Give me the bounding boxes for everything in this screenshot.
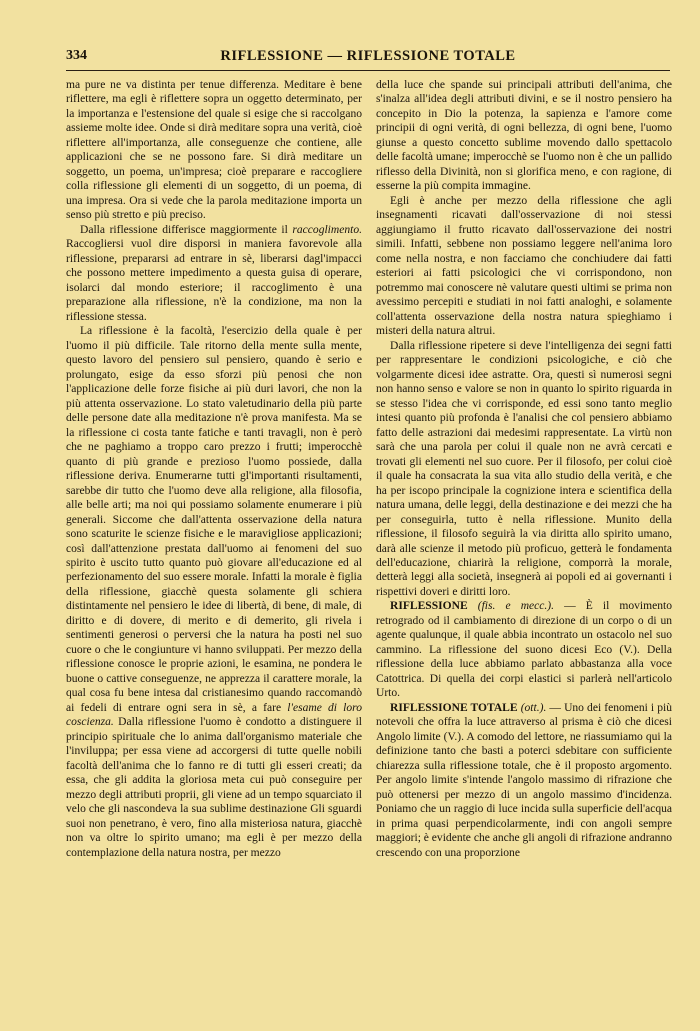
italic-term: l'esame di loro coscienza. (66, 701, 363, 729)
paragraph-text: Raccogliersi vuol dire disporsi in maniera favorevole alla riflessione, prepararsi ad entrare in sè, liberarsi dagl'impacci che possono mettere impedimento a questa guisa di operare, isolarci dal mondo esteriore; il raccoglimento è una preparazione alla riflessione, n'è la condizione, ma non la riflessione stessa. (66, 238, 362, 323)
entry-heading: RIFLESSIONE (390, 600, 468, 613)
entry-abbreviation: (fis. e mecc.). (477, 600, 555, 613)
paragraph-text: La riflessione è la facoltà, l'esercizio della quale è per l'uomo il più difficile. Tale ritorno della mente sulla mente, questo lavoro del pensiero sul pensiero, quando è serio e prolungato, esige da esso sforzi più penosi che non l'applicazione delle forze fisiche ai più duri lavori, che non la più attenta osservazione. Lo stato valetudinario della più parte delle persone date alla meditazione n'è prova manifesta. Ma se la riflessione ci costa tante fatiche e tanti travagli, non è però che ne paghiamo a troppo caro prezzo i frutti; imperocchè quanto di più grande e prezioso l'uomo possiede, dalla riflessione deriva. Enumerarne tutti gl'importanti risultamenti, sarebbe dir tutto che l'uomo deve alla religione, alla filosofia, alle belle arti; ma noi qui possiamo solamente enumerare i più generali. Siccome che dall'attenta osservazione della natura sono scaturite le scienze fisiche e le maravigliose applicazioni; così dall'attenzione prestata dall'uomo ai fenomeni del suo spirito è uscito tutto quanto può giovare all'educazione ed al perfezionamento del suo essere morale. Infatti la morale è figlia della riflessione, giacchè questa solamente gli schiera distintamente nel pensiero le idee di libertà, di bene, di male, di diritto e di dovere, di merito e di demerito, gli rivela i sentimenti generosi o perversi che la natura ha posti nel suo cuore o che le congiunture vi hanno sviluppati. Per mezzo della riflessione conosce le proprie azioni, le esamina, ne pondera le buone o cattive conseguenze, ne apprezza il carattere morale, la qual cosa fu bene intesa dal cristianesimo quando raccomandò ai fedeli di entrare ogni sera in sè, a fare (66, 325, 362, 714)
italic-term: raccoglimento. (292, 223, 362, 236)
paragraph (66, 223, 362, 324)
entry-paragraph (376, 599, 672, 700)
paragraph-text: Dalla riflessione l'uomo è condotto a distinguere il principio spirituale che lo anima dall'organismo materiale che l'inviluppa; per essa viene ad accorgersi di tutte quelle nobili facoltà dell'anima che lo fanno re di tutti gli esseri creati; da essa, che gli addita la gloriosa meta cui può conseguire per mezzo degli attributi proprii, gli viene ad un tempo squarciato il velo che gli nascondeva la sua sublime destinazione Gli sguardi suoi non penetrano, è vero, fino alla misteriosa natura, giacchè non va oltre lo spirito umano; ma egli è per mezzo della contemplazione della natura nostra, per mezzo (66, 716, 362, 859)
left-column (66, 78, 362, 860)
paragraph-text: — Uno dei fenomeni i più notevoli che offra la luce attraverso al prisma è ciò che dicesi Angolo limite (V.). A comodo del lettore, ne riassumiamo qui la definizione tanto che basti a poterci sdebitare con sufficiente chiarezza sulla riflessione totale, che è il proposto argomento. Per angolo limite s'intende l'angolo massimo di rifrazione che può ottenersi per mezzo di un angolo massimo d'incidenza. Poniamo che un raggio di luce incida sulla superficie dell'acqua in prima quasi perpendicolarmente, indi con angoli sempre maggiori; è evidente che anche gli angoli di rifrazione andranno crescendo con una proporzione (376, 701, 672, 859)
page-header (66, 48, 670, 68)
paragraph: Dalla riflessione ripetere si deve l'intelligenza dei segni fatti per rappresentare le condizioni psicologiche, e ciò che volgarmente dicesi idee astratte. Ora, questi sì numerosi segni non hanno senso e valore se non in quanto lo spirito riguarda in se stesso l'idea che vi corrisponde, ed essi sono tanto meglio intesi quanto più profonda è l'analisi che col pensiero abbiamo fatto delle astrazioni dai medesimi rappresentate. La virtù non sarà che una parola per colui il quale non ne avrà cercati e trovati gli elementi nel suo cuore. Per il filosofo, per colui cioè il quale ha consacrata la sua vita allo studio della verità, e che ha per iscopo principale la cognizione intera e scientifica della natura umana, delle leggi, della destinazione e dei mezzi che ha per conseguirla, tutto è nella riflessione. Munito della riflessione, il filosofo seguirà la via diritta allo spirito umano, darà alle scienze il metodo più proficuo, getterà le fondamenta dell'educazione, chiarirà la religione, comporrà la morale, detterà leggi alla società, insegnerà ai popoli ed ai governanti i rispettivi doveri e diritti loro. (376, 339, 672, 598)
paragraph: Egli è anche per mezzo della riflessione che agli insegnamenti ricavati dall'osservazione di noi stessi aggiungiamo il frutto ricavato dall'osservazione dei nostri simili. Infatti, sebbene non possiamo leggere nell'anima loro come nella nostra, e non facciamo che conchiudere dai fatti esteriori ai fatti psicologici che vi corrispondono, non potremmo mai conoscere nè valutare questi ultimi se prima non avessimo percepiti e studiati in noi fatti analoghi, e solamente coll'attenta osservazione della nostra natura spieghiamo i misteri della natura altrui. (376, 194, 672, 338)
paragraph (66, 324, 362, 860)
running-title: RIFLESSIONE — RIFLESSIONE TOTALE (220, 48, 516, 64)
paragraph: della luce che spande sui principali attributi dell'anima, che s'inalza all'idea degli attributi divini, e se il nostro pensiero ha concepito in Dio la potenza, la sapienza e l'amore come principii di ogni verità, di ogni bellezza, di ogni bene, l'uomo giunse a questo concetto sublime movendo dallo spettacolo delle facoltà umane; imperocchè se l'uomo non è che un pallido riflesso della Divinità, non si glorifica meno, e con ragione, di esserne la più compita immagine. (376, 79, 672, 193)
entry-heading: RIFLESSIONE TOTALE (390, 701, 518, 714)
paragraph: ma pure ne va distinta per tenue differenza. Meditare è bene riflettere, ma egli è riflettere sopra un oggetto determinato, per la importanza e l'estensione del quale si esige che si raccolgano assieme molte idee. Onde si dirà meditare sopra una verità, cioè riflettere all'importanza, alle conseguenze che contiene, alle applicazioni che se ne possono fare. Si dirà meditare un soggetto, un poema, un'impresa; cioè preparare e raccogliere colla riflessione gli elementi di un soggetto, di un poema, di una impresa. Ora si vede che la parola meditazione importa un senso più stretto e più preciso. (66, 79, 362, 222)
entry-abbreviation: (ott.). (520, 701, 547, 714)
entry-paragraph (376, 701, 672, 860)
header-rule (66, 70, 670, 71)
page-number: 334 (66, 48, 87, 63)
paragraph-text: Dalla riflessione differisce maggiormente il (80, 223, 293, 236)
right-column (376, 78, 672, 860)
paragraph-text: — È il movimento retrogrado od il cambiamento di direzione di un corpo o di un agente qualunque, il quale abbia incontrato un ostacolo nel suo cammino. La riflessione del suono dicesi Eco (V.). Della riflessione della luce abbiamo parlato abbastanza alla voce Catottrica. Di quella dei corpi elastici si parlerà nell'articolo Urto. (376, 600, 672, 700)
